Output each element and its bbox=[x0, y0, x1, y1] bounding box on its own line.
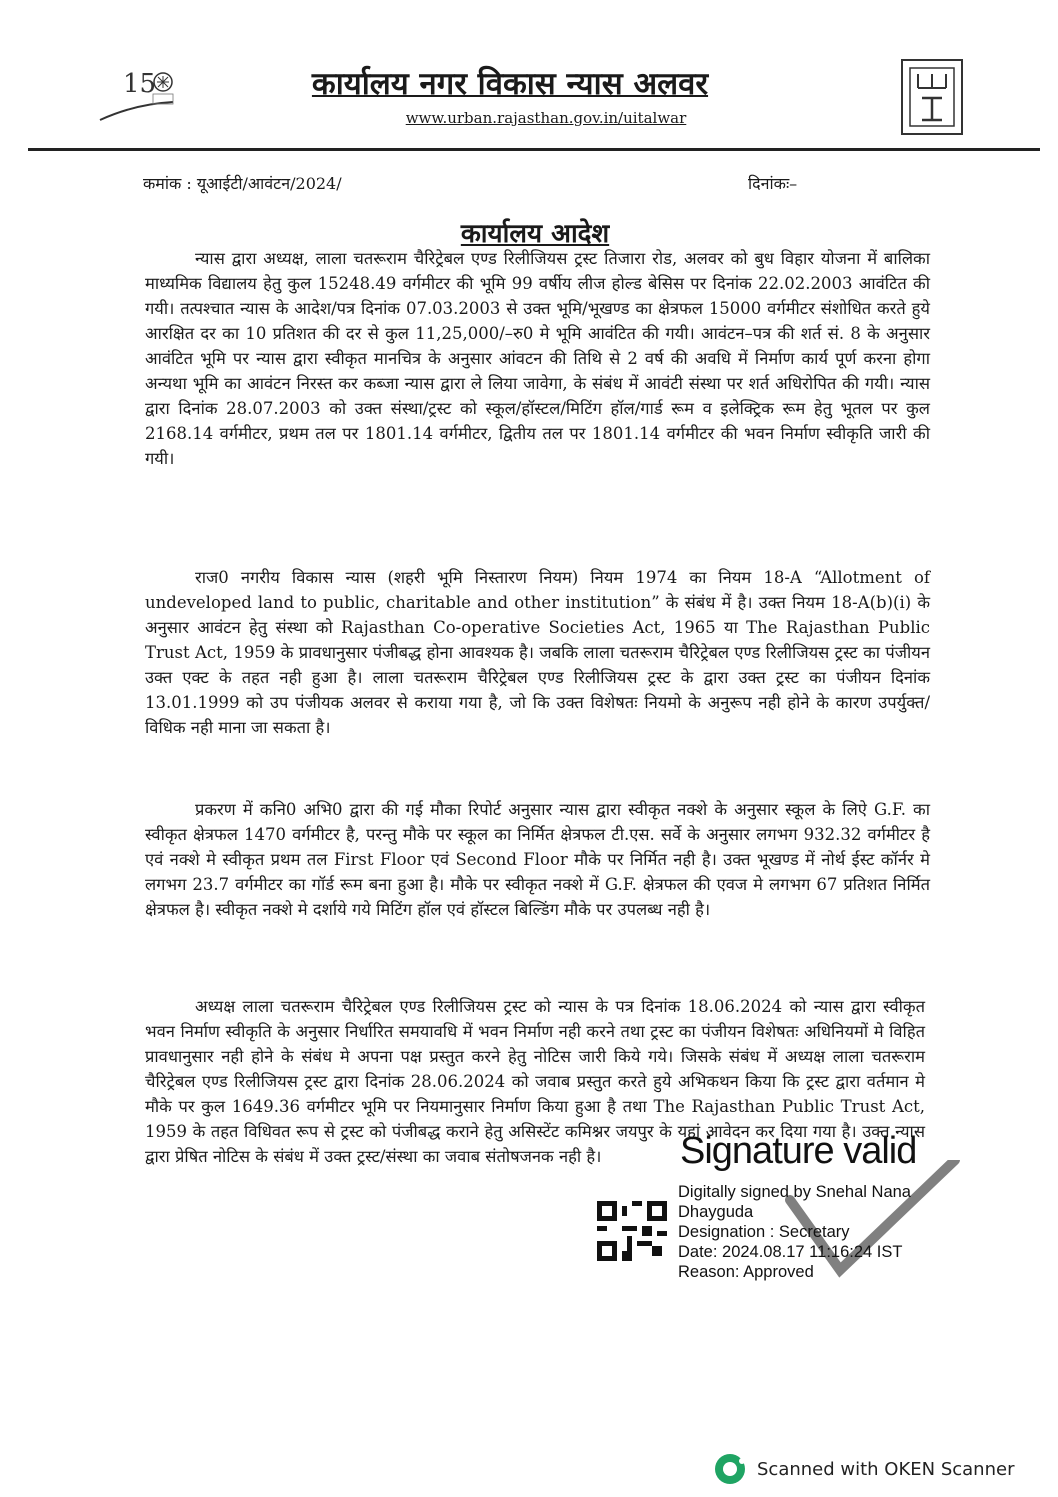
uit-emblem-logo bbox=[900, 58, 964, 136]
signature-line: Digitally signed by Snehal Nana bbox=[678, 1183, 911, 1201]
signature-details bbox=[678, 1182, 911, 1282]
paragraph-site-report: प्रकरण में कनि0 अभि0 द्वारा की गई मौका रिपोर्ट अनुसार न्यास द्वारा स्वीकृत नक्शे के अनुसार स्कूल के लिऐ G.F. का स्वीकृत क्षेत्रफल 1470 वर्गमीटर है, परन्तु मौके पर स्कूल का निर्मित क्षेत्रफल टी.एस. सर्वे के अनुसार लगभग 932.32 वर्गमीटर है एवं नक्शे मे स्वीकृत प्रथम तल First Floor एवं Second Floor मौके पर निर्मित नही है। उक्त भूखण्ड में नोर्थ ईस्ट कॉर्नर मे लगभग 23.7 वर्गमीटर का गॉर्ड रूम बना हुआ है। मौके पर स्वीकृत नक्शे में G.F. क्षेत्रफल की एवज मे लगभग 67 प्रतिशत निर्मित क्षेत्रफल है। स्वीकृत नक्शे मे दर्शाये गये मिटिंग हॉल एवं हॉस्टल बिल्डिंग मौके पर उपलब्ध नही है। bbox=[145, 800, 930, 919]
website-link[interactable]: www.urban.rajasthan.gov.in/uitalwar bbox=[405, 109, 687, 127]
qr-code-icon bbox=[597, 1200, 667, 1262]
header-divider bbox=[28, 148, 1040, 151]
letterhead-title: कार्यालय नगर विकास न्यास अलवर bbox=[311, 66, 709, 102]
scanner-watermark bbox=[713, 1452, 1014, 1486]
oken-scanner-icon bbox=[713, 1452, 747, 1486]
scanner-label: Scanned with OKEN Scanner bbox=[757, 1458, 1015, 1480]
signature-line: Dhayguda bbox=[678, 1203, 754, 1221]
signature-valid-stamp: Signature valid bbox=[680, 1130, 917, 1172]
signature-line: Reason: Approved bbox=[678, 1263, 814, 1281]
date-label: दिनांकः– bbox=[748, 174, 798, 193]
signature-line: Date: 2024.08.17 11:16:24 IST bbox=[678, 1243, 903, 1261]
signature-line: Designation : Secretary bbox=[678, 1223, 850, 1241]
uit-anniversary-logo bbox=[95, 64, 185, 124]
svg-text:15: 15 bbox=[123, 69, 157, 99]
paragraph-notice-reply: अध्यक्ष लाला चतरूराम चैरिट्रेबल एण्ड रिलीजियस ट्रस्ट को न्यास के पत्र दिनांक 18.06.2024 को न्यास द्वारा स्वीकृत भवन निर्माण स्वीकृति के अनुसार निर्धारित समयावधि में भवन निर्माण नही करने तथा ट्रस्ट का पंजीयन विशेषतः अधिनियमों मे विहित प्रावधानुसार नही होने के संबंध मे अपना पक्ष प्रस्तुत करने हेतु नोटिस जारी किये गये। जिसके संबंध में अध्यक्ष लाला चतरूराम चैरिट्रेबल एण्ड रिलीजियस ट्रस्ट द्वारा दिनांक 28.06.2024 को जवाब प्रस्तुत करते हुये अभिकथन किया कि ट्रस्ट द्वारा वर्तमान मे मौके पर कुल 1649.36 वर्गमीटर भूमि पर नियमानुसार निर्माण किया हुआ है तथा The Rajasthan Public Trust Act, 1959 के तहत विधिवत रूप से ट्रस्ट को पंजीबद्ध कराने हेतु असिस्टेंट कमिश्नर जयपुर के यहां आवेदन कर दिया गया है। उक्त न्यास द्वारा प्रेषित नोटिस के संबंध में उक्त ट्रस्ट/संस्था का जवाब संतोषजनक नही है। bbox=[145, 997, 925, 1166]
paragraph-allotment: न्यास द्वारा अध्यक्ष, लाला चतरूराम चैरिट्रेबल एण्ड रिलीजियस ट्रस्ट तिजारा रोड, अलवर को बुध विहार योजना में बालिका माध्यमिक विद्यालय हेतु कुल 15248.49 वर्गमीटर की भूमि 99 वर्षीय लीज होल्ड बेसिस पर दिनांक 22.02.2003 आवंटित की गयी। तत्पश्चात न्यास के आदेश/पत्र दिनांक 07.03.2003 से उक्त भूमि/भूखण्ड का क्षेत्रफल 15000 वर्गमीटर संशोधित करते हुये आरक्षित दर का 10 प्रतिशत की दर से कुल 11,25,000/–रु0 मे भूमि आवंटित की गयी। आवंटन–पत्र की शर्त सं. 8 के अनुसार आवंटित भूमि पर न्यास द्वारा स्वीकृत मानचित्र के अनुसार आंवटन की तिथि से 2 वर्ष की अवधि में निर्माण कार्य पूर्ण करना होगा अन्यथा भूमि का आवंटन निरस्त कर कब्जा न्यास द्वारा ले लिया जावेगा, के संबंध में आवंटी संस्था पर शर्त अधिरोपित की गयी। न्यास द्वारा दिनांक 28.07.2003 को उक्त संस्था/ट्रस्ट को स्कूल/हॉस्टल/मिटिंग हॉल/गार्ड रूम व इलेक्ट्रिक रूम हेतु भूतल पर कुल 2168.14 वर्गमीटर, प्रथम तल पर 1801.14 वर्गमीटर, द्वितीय तल पर 1801.14 वर्गमीटर की भवन निर्माण स्वीकृति जारी की गयी। bbox=[145, 249, 930, 468]
paragraph-rule-18a: राज0 नगरीय विकास न्यास (शहरी भूमि निस्तारण नियम) नियम 1974 का नियम 18-A “Allotment of undeveloped land to public, charitable and other institution” के संबंध में है। उक्त नियम 18-A(b)(i) के अनुसार आवंटन हेतु संस्था को Rajasthan Co-operative Societies Act, 1965 या The Rajasthan Public Trust Act, 1959 के प्रावधानुसार पंजीबद्ध होना आवश्यक है। जबकि लाला चतरूराम चैरिट्रेबल एण्ड रिलीजियस ट्रस्ट का पंजीयन उक्त एक्ट के तहत नही हुआ है। लाला चतरूराम चैरिट्रेबल एण्ड रिलीजियस ट्रस्ट के द्वारा उक्त ट्रस्ट का पंजीयन दिनांक 13.01.1999 को उप पंजीयक अलवर से कराया गया है, जो कि उक्त विशेषतः नियमो के अनुरूप नही होने के कारण उपर्युक्त/विधिक नही माना जा सकता है। bbox=[145, 568, 930, 737]
reference-number: कमांक : यूआईटी/आवंटन/2024/ bbox=[143, 174, 342, 193]
order-title: कार्यालय आदेश bbox=[460, 219, 610, 249]
